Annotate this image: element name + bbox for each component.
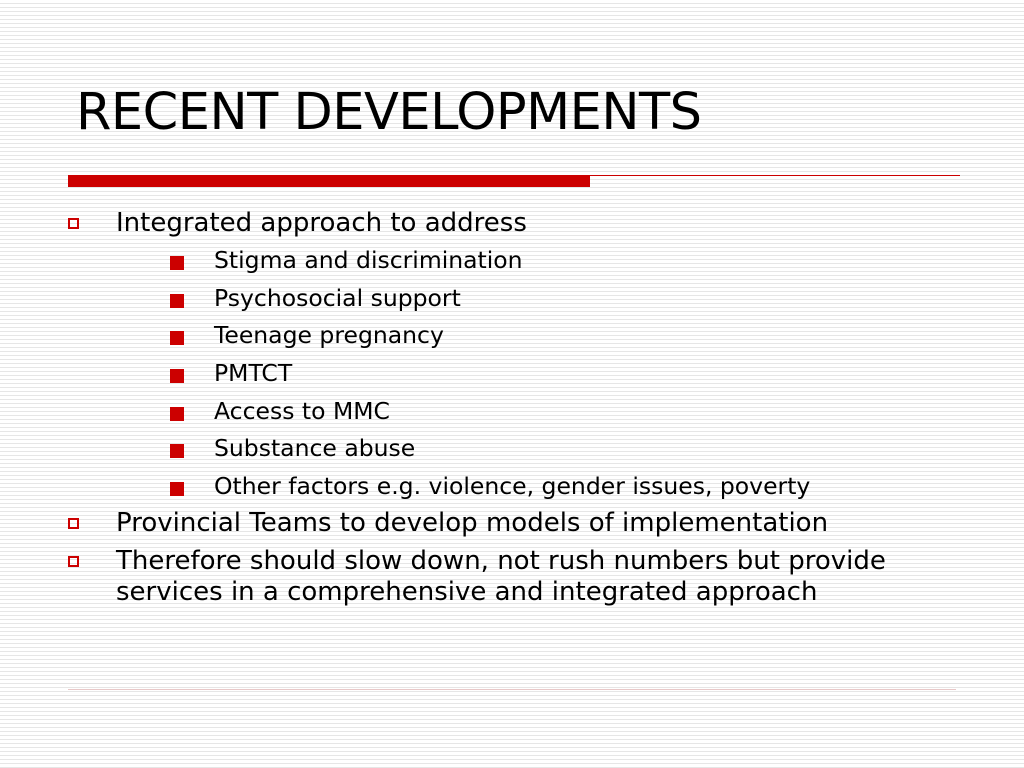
sub-bullet-text: Teenage pregnancy [214,321,444,350]
title-underline-thick [68,175,590,187]
sub-bullet-item [116,396,966,426]
sub-bullet-item [116,283,966,313]
footer-divider [68,689,956,690]
hollow-square-bullet-icon [68,518,79,529]
solid-square-bullet-icon [170,294,184,308]
sub-bullet-item [116,358,966,388]
sub-bullet-text: Other factors e.g. violence, gender issues, poverty [214,472,811,501]
bullet-text: Therefore should slow down, not rush numbers but provide services in a comprehensive and integrated approach [116,546,886,608]
bullet-item [66,546,966,608]
hollow-square-bullet-icon [68,218,79,229]
bullet-item [66,508,966,539]
solid-square-bullet-icon [170,482,184,496]
solid-square-bullet-icon [170,407,184,421]
sub-bullet-item [116,471,966,501]
solid-square-bullet-icon [170,256,184,270]
bullet-text: Integrated approach to address [116,208,527,238]
sub-bullet-text: Substance abuse [214,434,416,463]
hollow-square-bullet-icon [68,556,79,567]
title-underline-thin [590,175,960,176]
sub-bullet-text: Stigma and discrimination [214,246,523,274]
sub-bullet-item [116,433,966,463]
sub-bullet-text: PMTCT [214,359,293,388]
solid-square-bullet-icon [170,331,184,345]
solid-square-bullet-icon [170,369,184,383]
sub-bullet-item [116,245,966,275]
sub-bullet-list [116,245,966,501]
bullet-list [66,208,966,608]
bullet-text: Provincial Teams to develop models of implementation [116,508,829,539]
sub-bullet-text: Access to MMC [214,396,390,425]
bullet-item [66,208,966,501]
sub-bullet-item [116,320,966,350]
sub-bullet-text: Psychosocial support [214,283,461,312]
solid-square-bullet-icon [170,444,184,458]
slide-title: RECENT DEVELOPMENTS [76,83,702,142]
